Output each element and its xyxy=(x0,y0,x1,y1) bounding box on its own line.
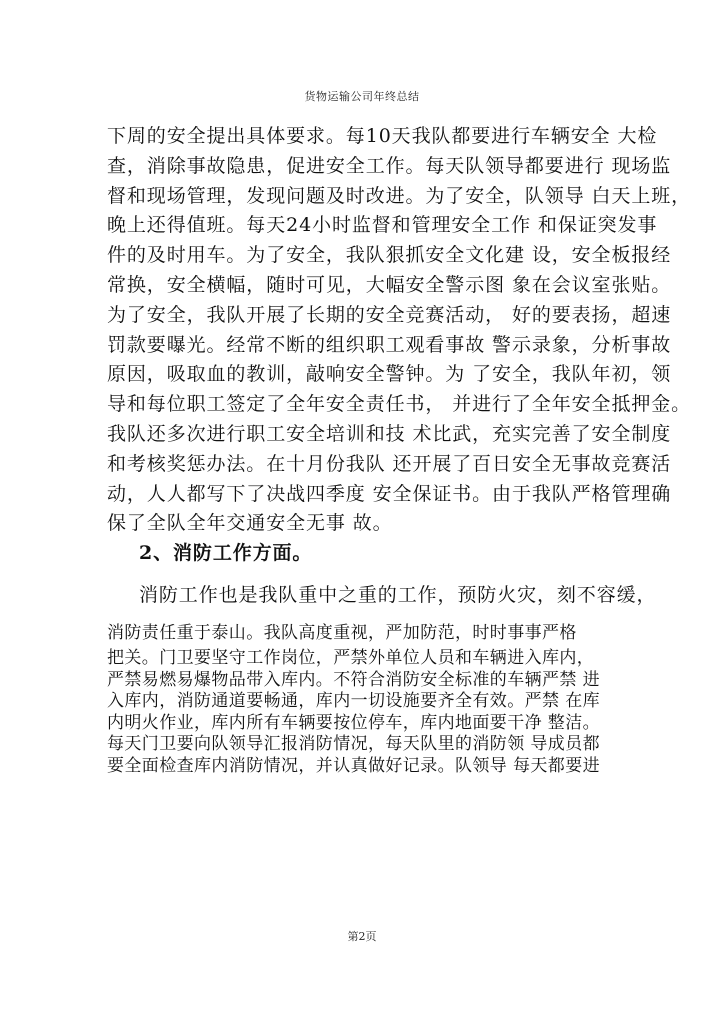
paragraph-line: 和考核奖惩办法。在十月份我队 还开展了百日安全无事故竞赛活 xyxy=(107,452,672,475)
paragraph-line: 每天门卫要向队领导汇报消防情况，每天队里的消防领 导成员都 xyxy=(107,734,601,755)
paragraph-line: 保了全队全年交通安全无事 故。 xyxy=(107,512,393,535)
paragraph-line: 消防责任重于泰山。我队高度重视，严加防范，时时事事严格 xyxy=(107,622,577,643)
paragraph-first-line: 消防工作也是我队重中之重的工作，预防火灾，刻不容缓， xyxy=(139,583,657,606)
body-text xyxy=(107,122,692,777)
paragraph-line: 查，消除事故隐患，促进安全工作。每天队领导都要进行 现场监 xyxy=(107,154,672,177)
page-number: 第2页 xyxy=(347,930,377,943)
paragraph-line: 件的及时用车。为了安全，我队狠抓安全文化建 设，安全板报经 xyxy=(107,244,672,267)
paragraph-line: 内明火作业，库内所有车辆要按位停车，库内地面要干净 整洁。 xyxy=(107,712,601,733)
dense-paragraph xyxy=(107,623,637,778)
paragraph-line: 为了安全，我队开展了长期的安全竞赛活动， 好的要表扬，超速 xyxy=(107,303,672,326)
paragraph-line: 要全面检查库内消防情况，并认真做好记录。队领导 每天都要进 xyxy=(107,755,601,776)
running-header: 货物运输公司年终总结 xyxy=(304,90,420,103)
paragraph-line: 常换，安全横幅，随时可见，大幅安全警示图 象在会议室张贴。 xyxy=(107,273,672,296)
section-heading: 2、消防工作方面。 xyxy=(139,542,313,565)
paragraph-line: 罚款要曝光。经常不断的组织职工观看事故 警示录象，分析事故 xyxy=(107,333,672,356)
paragraph-line: 下周的安全提出具体要求。每10天我队都要进行车辆安全 大检 xyxy=(107,125,658,147)
paragraph-line: 入库内，消防通道要畅通，库内一切设施要齐全有效。严禁 在库 xyxy=(107,691,601,712)
paragraph-gap xyxy=(107,569,637,581)
paragraph-line: 导和每位职工签定了全年安全责任书， 并进行了全年安全抵押金。 xyxy=(107,393,692,416)
paragraph-gap xyxy=(107,611,637,623)
paragraph-line: 督和现场管理，发现问题及时改进。为了安全，队领导 白天上班， xyxy=(107,184,692,207)
paragraph-line: 把关。门卫要坚守工作岗位，严禁外单位人员和车辆进入库内， xyxy=(107,648,595,669)
paragraph-line: 动，人人都写下了决战四季度 安全保证书。由于我队严格管理确 xyxy=(107,482,672,505)
paragraph-line: 晚上还得值班。每天24小时监督和管理安全工作 和保证突发事 xyxy=(107,214,658,237)
paragraph-line: 我队还多次进行职工安全培训和技 术比武，充实完善了安全制度 xyxy=(107,422,672,445)
paragraph-line: 原因，吸取血的教训，敲响安全警钟。为 了安全，我队年初，领 xyxy=(107,363,672,386)
paragraph-line: 严禁易燃易爆物品带入库内。不符合消防安全标准的车辆严禁 进 xyxy=(107,669,601,690)
